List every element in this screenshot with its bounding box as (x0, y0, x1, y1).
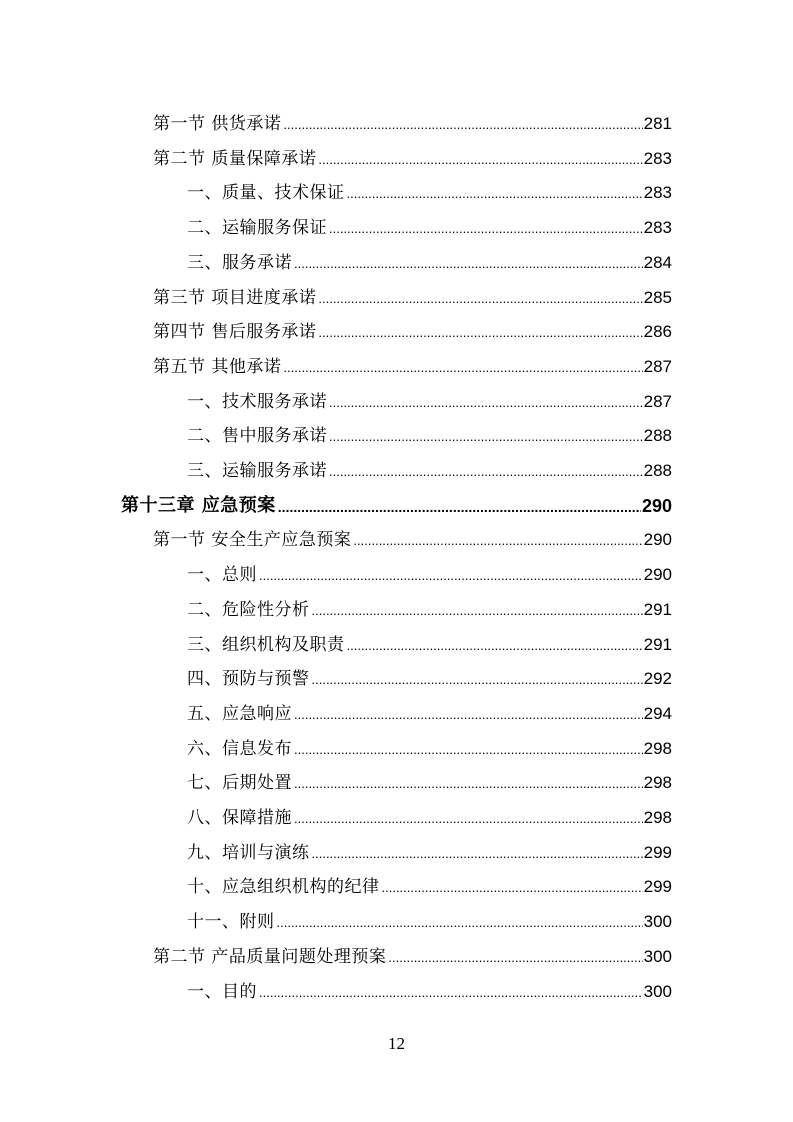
toc-entry-page-number: 283 (643, 148, 672, 168)
toc-entry-section[interactable] (153, 308, 672, 342)
toc-entry-page-number: 294 (643, 703, 672, 723)
toc-entry-page-number: 288 (643, 426, 672, 446)
toc-entry-page-number: 283 (643, 183, 672, 203)
toc-entry-page-number: 290 (643, 565, 672, 585)
toc-entry-section[interactable] (153, 343, 672, 377)
toc-entry-title: 七、后期处置 (187, 773, 292, 794)
toc-entry-page-number: 299 (643, 842, 672, 862)
toc-entry-title: 第一节 供货承诺 (153, 114, 282, 134)
toc-entry-chapter[interactable] (121, 482, 672, 516)
toc-dot-leader (347, 185, 643, 203)
toc-entry-page-number: 281 (643, 114, 672, 133)
toc-dot-leader (312, 845, 643, 863)
toc-dot-leader (329, 428, 643, 446)
toc-entry-item[interactable] (187, 621, 672, 655)
toc-entry-title: 八、保障措施 (187, 808, 292, 828)
toc-entry-page-number: 288 (643, 461, 672, 480)
toc-entry-title: 九、培训与演练 (187, 842, 310, 863)
toc-entry-section[interactable] (153, 516, 672, 550)
toc-entry-title: 四、预防与预警 (187, 669, 310, 690)
toc-entry-page-number: 290 (643, 530, 672, 550)
toc-entry-item[interactable] (187, 204, 672, 238)
toc-entry-page-number: 300 (643, 981, 672, 1001)
toc-entry-page-number: 298 (643, 808, 672, 827)
toc-dot-leader (294, 810, 643, 828)
toc-dot-leader (278, 498, 641, 516)
toc-entry-title: 三、运输服务承诺 (187, 461, 327, 481)
toc-entry-item[interactable] (187, 586, 672, 620)
toc-dot-leader (283, 359, 642, 377)
toc-entry-page-number: 299 (643, 877, 672, 897)
toc-entry-item[interactable] (187, 968, 672, 1002)
toc-entry-page-number: 286 (643, 322, 672, 342)
toc-entry-page-number: 284 (643, 252, 672, 272)
toc-dot-leader (382, 879, 643, 897)
toc-entry-page-number: 292 (643, 669, 672, 689)
toc-entry-page-number: 290 (641, 495, 672, 516)
toc-entry-item[interactable] (187, 690, 672, 724)
toc-entry-item[interactable] (187, 447, 672, 481)
toc-entry-page-number: 283 (643, 218, 672, 238)
toc-entry-item[interactable] (187, 829, 672, 863)
toc-entry-item[interactable] (187, 794, 672, 828)
toc-entry-title: 三、服务承诺 (187, 252, 292, 273)
toc-dot-leader (294, 706, 643, 724)
toc-dot-leader (294, 775, 643, 793)
toc-entry-section[interactable] (153, 933, 672, 967)
toc-dot-leader (329, 220, 643, 238)
page-number: 12 (388, 1034, 405, 1053)
toc-entry-title: 第一节 安全生产应急预案 (153, 530, 352, 551)
toc-dot-leader (353, 532, 642, 550)
toc-entry-section[interactable] (153, 274, 672, 308)
toc-entry-item[interactable] (187, 169, 672, 203)
toc-entry-item[interactable] (187, 898, 672, 932)
toc-entry-title: 五、应急响应 (187, 703, 292, 724)
toc-entry-title: 十一、附则 (187, 912, 275, 933)
toc-entry-title: 三、组织机构及职责 (187, 634, 345, 655)
toc-dot-leader (329, 463, 643, 481)
toc-entry-page-number: 291 (643, 599, 672, 619)
toc-entry-title: 二、售中服务承诺 (187, 426, 327, 447)
toc-entry-page-number: 287 (643, 356, 672, 376)
toc-dot-leader (259, 984, 643, 1002)
toc-dot-leader (294, 255, 643, 273)
toc-entry-title: 十、应急组织机构的纪律 (187, 877, 380, 898)
toc-entry-title: 第十三章 应急预案 (121, 494, 276, 516)
toc-entry-page-number: 291 (643, 634, 672, 654)
toc-entry-title: 一、目的 (187, 981, 257, 1002)
toc-dot-leader (259, 567, 643, 585)
toc-entry-item[interactable] (187, 378, 672, 412)
toc-dot-leader (283, 116, 642, 134)
toc-entry-section[interactable] (153, 100, 672, 134)
toc-entry-item[interactable] (187, 863, 672, 897)
toc-entry-title: 六、信息发布 (187, 738, 292, 759)
toc-entry-title: 第五节 其他承诺 (153, 356, 282, 377)
toc-dot-leader (318, 324, 642, 342)
toc-entry-page-number: 298 (643, 773, 672, 793)
toc-entry-page-number: 287 (643, 391, 672, 411)
toc-entry-title: 二、运输服务保证 (187, 218, 327, 239)
toc-entry-title: 一、质量、技术保证 (187, 183, 345, 204)
toc-entry-item[interactable] (187, 412, 672, 446)
toc-entry-title: 一、技术服务承诺 (187, 391, 327, 412)
toc-entry-item[interactable] (187, 655, 672, 689)
toc-entry-title: 第二节 质量保障承诺 (153, 148, 317, 169)
toc-entry-item[interactable] (187, 551, 672, 585)
toc-dot-leader (312, 671, 643, 689)
toc-dot-leader (294, 741, 643, 759)
toc-dot-leader (318, 290, 642, 308)
toc-dot-leader (388, 949, 642, 967)
toc-entry-title: 第二节 产品质量问题处理预案 (153, 946, 387, 967)
toc-entry-item[interactable] (187, 725, 672, 759)
toc-entry-section[interactable] (153, 135, 672, 169)
toc-entry-title: 二、危险性分析 (187, 599, 310, 620)
toc-dot-leader (329, 394, 643, 412)
toc-entry-page-number: 298 (643, 738, 672, 758)
toc-entry-page-number: 300 (643, 912, 672, 932)
toc-dot-leader (277, 914, 643, 932)
toc-entry-title: 一、总则 (187, 565, 257, 586)
toc-dot-leader (347, 637, 643, 655)
toc-entry-page-number: 285 (643, 287, 672, 307)
toc-entry-page-number: 300 (643, 946, 672, 966)
toc-entry-title: 第三节 项目进度承诺 (153, 287, 317, 308)
toc-dot-leader (318, 151, 642, 169)
toc-entry-item[interactable] (187, 759, 672, 793)
toc-entry-title: 第四节 售后服务承诺 (153, 322, 317, 343)
toc-entry-item[interactable] (187, 239, 672, 273)
toc-dot-leader (312, 602, 643, 620)
